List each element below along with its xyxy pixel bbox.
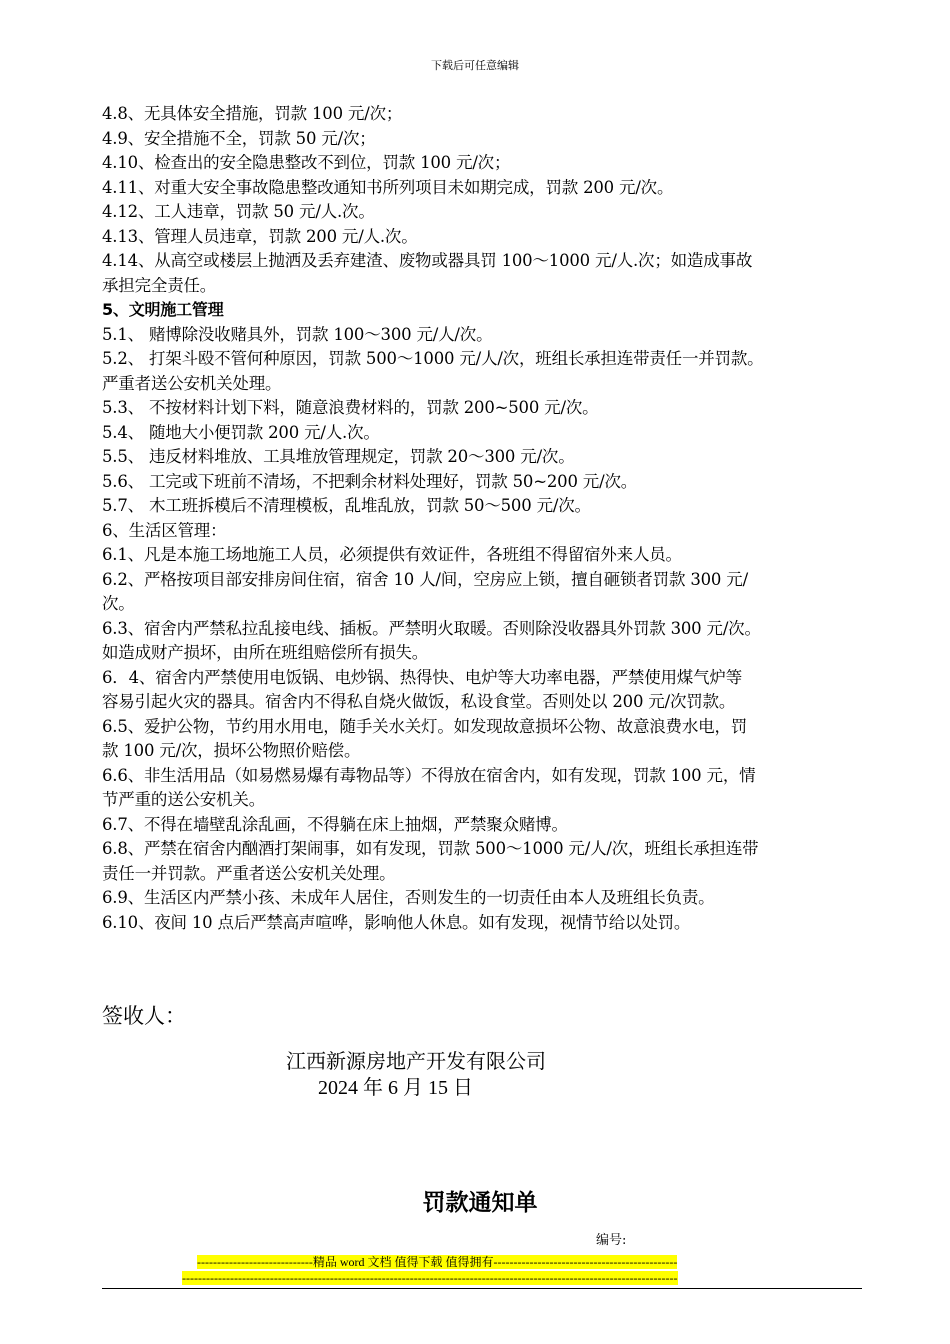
clause-line: 6.1、凡是本施工场地施工人员，必须提供有效证件，各班组不得留宿外来人员。 <box>102 545 682 564</box>
clause-line: 5.3、 不按材料计划下料，随意浪费材料的，罚款 200~500 元/次。 <box>102 398 599 417</box>
clause-line: 4.11、对重大安全事故隐患整改通知书所列项目未如期完成，罚款 200 元/次。 <box>102 177 674 197</box>
clause-line: 6.2、严格按项目部安排房间住宿，宿舍 10 人/间，空房应上锁，擅自砸锁者罚款 300 元/ <box>102 569 748 589</box>
clause-line: 4.8、无具体安全措施，罚款 100 元/次； <box>102 104 403 123</box>
clause-line: 5.1、 赌博除没收赌具外，罚款 100～300 元/人/次。 <box>102 324 493 344</box>
clause-line: 6.3、宿舍内严禁私拉乱接电线、插板。严禁明火取暖。否则除没收器具外罚款 300 元/次。 <box>102 618 761 638</box>
clause-line: 4.12、工人违章，罚款 50 元/人.次。 <box>102 202 375 221</box>
clause-line: 款 100 元/次，损坏公物照价赔偿。 <box>102 741 361 760</box>
clause-line: 4.9、安全措施不全，罚款 50 元/次； <box>102 128 376 148</box>
company-name: 江西新源房地产开发有限公司 <box>286 1051 546 1073</box>
section-heading: 6、生活区管理： <box>102 520 227 540</box>
clause-line: 如造成财产损坏，由所在班组赔偿所有损失。 <box>102 643 429 662</box>
page-header-note: 下载后可任意编辑 <box>431 59 519 72</box>
clause-line: 5.2、 打架斗殴不管何种原因，罚款 500～1000 元/人/次，班组长承担连带责任一并罚款。 <box>102 349 764 368</box>
clause-line: 4.10、检查出的安全隐患整改不到位，罚款 100 元/次； <box>102 153 511 172</box>
document-body <box>102 102 882 935</box>
clause-line: 5.4、 随地大小便罚款 200 元/人.次。 <box>102 422 380 442</box>
clause-line: 4.13、管理人员违章，罚款 200 元/人.次。 <box>102 226 418 246</box>
clause-line: 5.6、 工完或下班前不清场，不把剩余材料处理好，罚款 50~200 元/次。 <box>102 471 638 491</box>
clause-line: 4.14、从高空或楼层上抛洒及丢弃建渣、废物或器具罚 100～1000 元/人.次；如造成事故 <box>102 251 753 270</box>
notice-title: 罚款通知单 <box>422 1190 538 1216</box>
issue-date: 2024 年 6 月 15 日 <box>318 1077 473 1099</box>
clause-line: 6．4、宿舍内严禁使用电饭锅、电炒锅、热得快、电炉等大功率电器，严禁使用煤气炉等 <box>102 667 742 687</box>
serial-number-label: 编号: <box>596 1233 627 1248</box>
clause-line: 严重者送公安机关处理。 <box>102 373 282 393</box>
clause-line: 6.8、严禁在宿舍内酗酒打架闹事，如有发现，罚款 500～1000 元/人/次，班组长承担连带 <box>102 839 759 858</box>
clause-line: 6.9、生活区内严禁小孩、未成年人居住，否则发生的一切责任由本人及班组长负责。 <box>102 888 715 907</box>
clause-line: 容易引起火灾的器具。宿舍内不得私自烧火做饭，私设食堂。否则处以 200 元/次罚款。 <box>102 692 736 711</box>
section-heading: 5、文明施工管理 <box>102 300 224 319</box>
clause-line: 6.10、夜间 10 点后严禁高声喧哗，影响他人休息。如有发现，视情节给以处罚。 <box>102 912 691 932</box>
clause-line: 责任一并罚款。严重者送公安机关处理。 <box>102 863 396 883</box>
bottom-rule <box>102 1288 862 1289</box>
footer-banner: -----------------------------精品 word 文档 值得下载 值得拥有---------------------------------------------- <box>197 1255 678 1269</box>
clause-line: 6.7、不得在墙壁乱涂乱画，不得躺在床上抽烟，严禁聚众赌博。 <box>102 814 568 834</box>
clause-line: 节严重的送公安机关。 <box>102 790 266 809</box>
signature-label: 签收人： <box>102 1004 186 1028</box>
clause-line: 承担完全责任。 <box>102 275 217 295</box>
clause-line: 5.7、 木工班拆模后不清理模板，乱堆乱放，罚款 50～500 元/次。 <box>102 496 591 515</box>
clause-line: 6.5、爱护公物，节约用水用电，随手关水关灯。如发现故意损坏公物、故意浪费水电，罚 <box>102 716 748 736</box>
clause-line: 5.5、 违反材料堆放、工具堆放管理规定，罚款 20～300 元/次。 <box>102 447 575 466</box>
footer-dash-line: ---------------------------------------------------------------------------------------------------------------------------- <box>182 1271 678 1285</box>
clause-line: 6.6、非生活用品（如易燃易爆有毒物品等）不得放在宿舍内，如有发现，罚款 100 元，情 <box>102 765 756 785</box>
clause-line: 次。 <box>102 594 135 613</box>
